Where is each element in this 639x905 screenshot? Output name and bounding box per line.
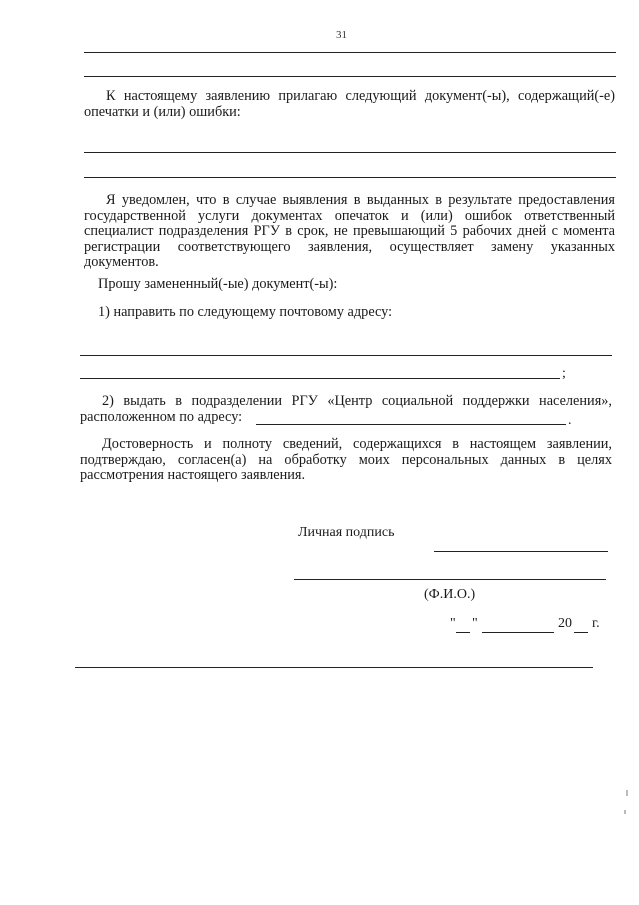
bottom-rule [75,667,593,668]
scan-artifact [624,810,626,814]
blank-line-top-1 [84,52,616,53]
scan-artifact [626,790,628,796]
date-year-prefix: 20 [558,616,572,631]
date-field [450,614,610,636]
page-number: 31 [336,29,347,41]
notice-text: Я уведомлен, что в случае выявления в выданных в результате предоставления государственной услуги документах опечаток и (или) ошибок ответственный специалист подразделения РГУ в срок, не превышающий 5 рабочих дней с момента регистрации соответствующего заявления, осуществляет замену указанных документов. [84,192,615,270]
office-address-period: . [568,413,572,428]
blank-line-docs-1 [84,152,616,153]
office-address-line [256,424,566,425]
date-month-line [482,632,554,633]
full-name-label: (Ф.И.О.) [424,587,476,602]
date-day-line [456,632,470,633]
postal-address-semicolon: ; [562,366,566,381]
request-text: Прошу замененный(-ые) документ(-ы): [98,276,338,292]
blank-line-docs-2 [84,177,616,178]
date-year-suffix: г. [592,616,600,631]
blank-line-top-2 [84,76,616,77]
date-year-line [574,632,588,633]
option-2-text: 2) выдать в подразделении РГУ «Центр социальной поддержки населения», расположенном по адресу: [80,393,612,425]
signature-label: Личная подпись [298,525,395,540]
postal-address-line-1 [80,355,612,356]
date-quote-close: " [472,616,478,631]
full-name-line [294,579,606,580]
signature-line [434,551,608,552]
date-quote-open: " [450,616,456,631]
attached-documents-text: К настоящему заявлению прилагаю следующий документ(-ы), содержащий(-е) опечатки и (или) ошибки: [84,88,615,120]
option-1-text: 1) направить по следующему почтовому адресу: [98,304,393,320]
consent-text: Достоверность и полноту сведений, содержащихся в настоящем заявлении, подтверждаю, согласен(а) на обработку моих персональных данных в целях рассмотрения настоящего заявления. [80,436,612,483]
postal-address-line-2 [80,378,560,379]
